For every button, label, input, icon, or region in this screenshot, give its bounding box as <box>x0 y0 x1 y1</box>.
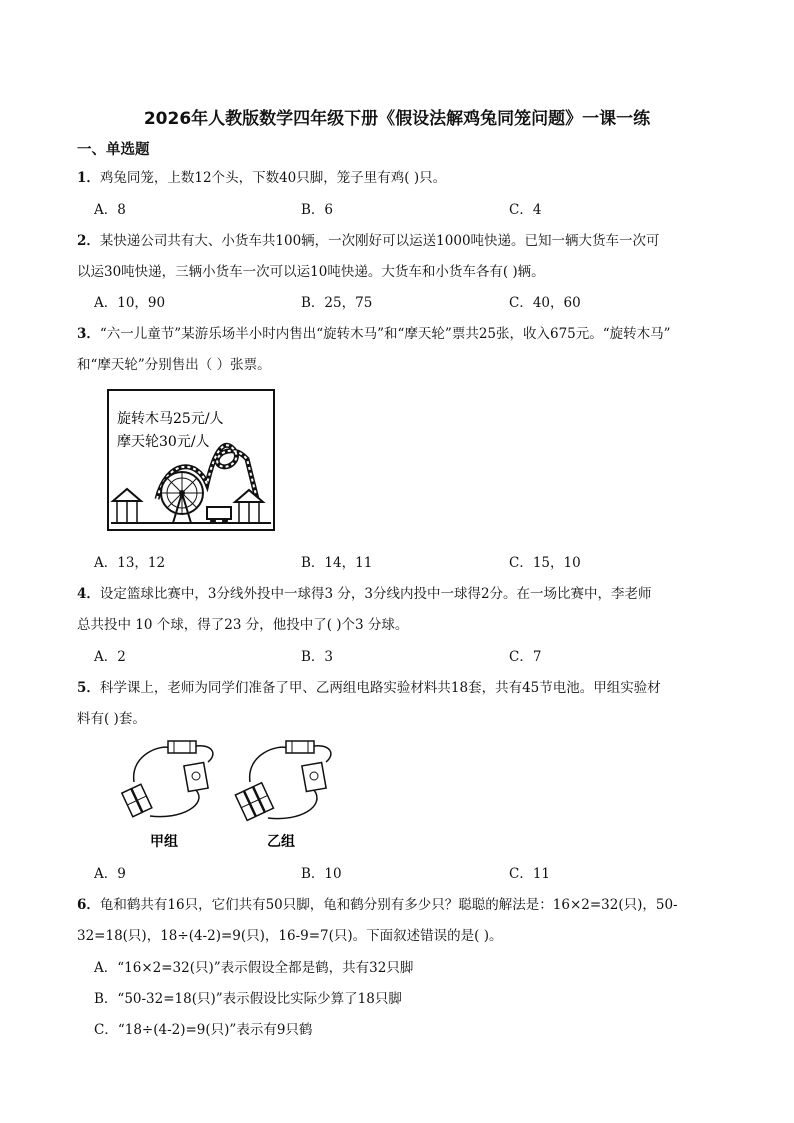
q1-option-b[interactable]: B．6 <box>301 202 334 218</box>
q1-option-c[interactable]: C．4 <box>509 202 542 218</box>
question-number: 5． <box>77 680 100 696</box>
question-3 <box>77 322 671 342</box>
question-number: 4． <box>77 586 100 602</box>
circuit-group-a-icon <box>122 741 213 817</box>
q3-option-c[interactable]: C．15，10 <box>509 555 581 571</box>
section-heading: 一、单选题 <box>77 142 150 158</box>
q4-option-a[interactable]: A．2 <box>94 649 126 665</box>
question-text: 龟和鹤共有16只，它们共有50只脚，龟和鹤分别有多少只？聪聪的解法是：16×2=32(只)，50- <box>99 897 678 913</box>
price-ferris-wheel: 摩天轮30元/人 <box>117 434 210 450</box>
question-text: “六一儿童节”某游乐场半小时内售出“旋转木马”和“摩天轮”票共25张，收入675元。“旋转木马” <box>99 326 671 342</box>
question-2-line-2: 以运30吨快递，三辆小货车一次可以运10吨快递。大货车和小货车各有( )辆。 <box>77 264 545 280</box>
question-6 <box>77 893 678 913</box>
q4-option-b[interactable]: B．3 <box>301 649 334 665</box>
circuit-kits-figure <box>112 734 342 854</box>
q6-option-c[interactable]: C．“18÷(4-2)=9(只)”表示有9只鹤 <box>94 1022 313 1038</box>
label-group-a: 甲组 <box>150 834 178 850</box>
question-5-line-2: 料有( )套。 <box>77 711 146 727</box>
label-group-b: 乙组 <box>267 834 295 850</box>
q1-option-a[interactable]: A．8 <box>94 202 126 218</box>
q4-option-c[interactable]: C．7 <box>509 649 542 665</box>
price-carousel: 旋转木马25元/人 <box>117 411 224 427</box>
q3-option-a[interactable]: A．13，12 <box>94 555 166 571</box>
q2-option-c[interactable]: C．40，60 <box>509 295 581 311</box>
question-text: 某快递公司共有大、小货车共100辆，一次刚好可以运送1000吨快递。已知一辆大货车一次可 <box>99 233 660 249</box>
q2-option-a[interactable]: A．10，90 <box>94 295 166 311</box>
q3-option-b[interactable]: B．14，11 <box>301 555 373 571</box>
q2-option-b[interactable]: B．25，75 <box>301 295 373 311</box>
question-text: 设定篮球比赛中，3分线外投中一球得3 分，3分线内投中一球得2分。在一场比赛中，李老师 <box>99 586 652 602</box>
question-3-line-2: 和“摩天轮”分别售出（ ）张票。 <box>77 357 271 373</box>
question-number: 2． <box>77 233 100 249</box>
q5-option-b[interactable]: B．10 <box>301 866 342 882</box>
question-2 <box>77 229 660 249</box>
question-text: 科学课上，老师为同学们准备了甲、乙两组电路实验材料共18套，共有45节电池。甲组实验材 <box>99 680 661 696</box>
question-number: 6． <box>77 897 100 913</box>
question-text: 鸡兔同笼，上数12个头，下数40只脚，笼子里有鸡( )只。 <box>99 170 447 186</box>
question-number: 1． <box>77 170 100 186</box>
q6-option-a[interactable]: A．“16×2=32(只)”表示假设全都是鹤，共有32只脚 <box>94 960 414 976</box>
question-1 <box>77 166 446 186</box>
question-4 <box>77 582 652 602</box>
circuit-group-b-icon <box>235 741 331 820</box>
q5-option-c[interactable]: C．11 <box>509 866 551 882</box>
q5-option-a[interactable]: A．9 <box>94 866 126 882</box>
question-4-line-2: 总共投中 10 个球，得了23 分，他投中了( )个3 分球。 <box>77 617 409 633</box>
amusement-park-figure <box>107 389 275 531</box>
q6-option-b[interactable]: B．“50-32=18(只)”表示假设比实际少算了18只脚 <box>94 991 402 1007</box>
page-title: 2026年人教版数学四年级下册《假设法解鸡兔同笼问题》一课一练 <box>143 109 651 129</box>
question-6-line-2: 32=18(只)，18÷(4-2)=9(只)，16-9=7(只)。下面叙述错误的是( )。 <box>77 928 503 944</box>
question-5 <box>77 676 661 696</box>
question-number: 3． <box>77 326 100 342</box>
